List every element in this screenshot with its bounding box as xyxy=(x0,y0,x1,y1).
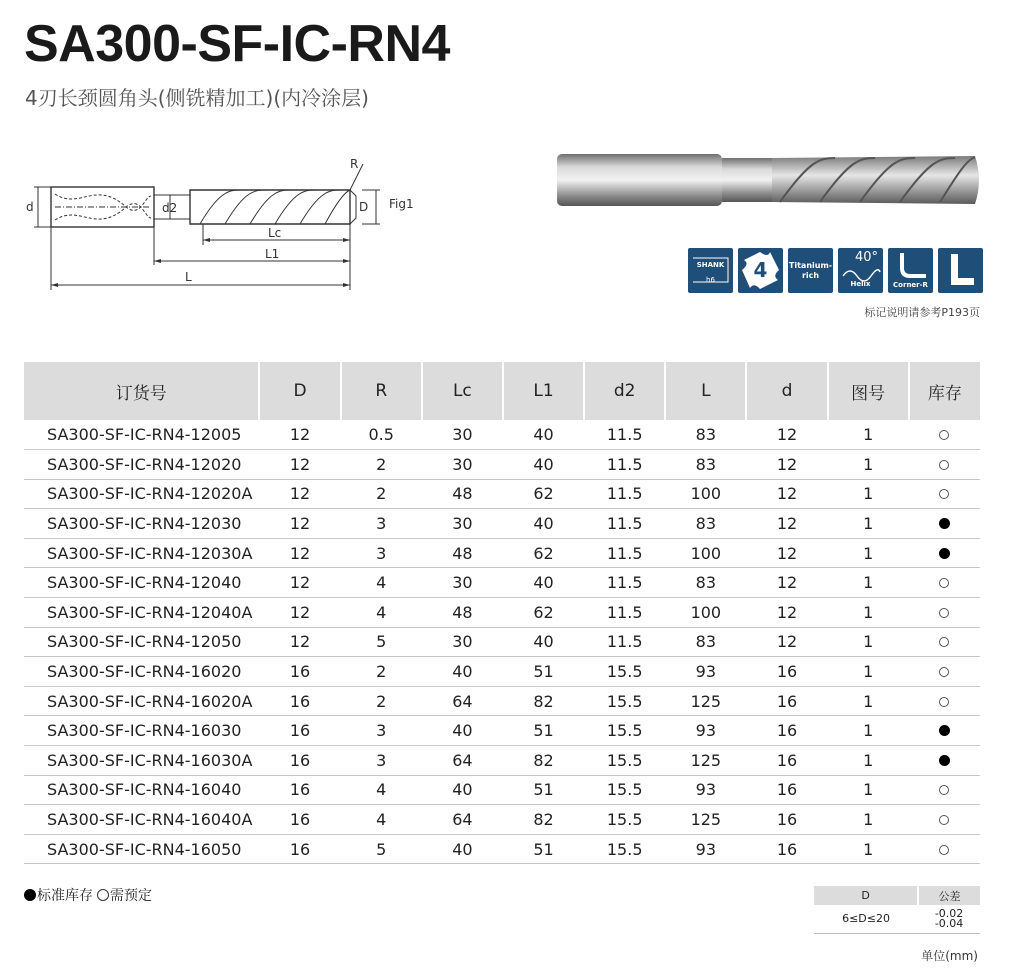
table-cell: 48 xyxy=(422,479,503,509)
in-stock-icon xyxy=(939,755,950,766)
table-cell: 16 xyxy=(746,805,827,835)
order-number-cell: SA300-SF-IC-RN4-16020 xyxy=(24,657,259,687)
order-required-icon xyxy=(939,608,949,618)
order-number-cell: SA300-SF-IC-RN4-16030A xyxy=(24,746,259,776)
in-stock-icon xyxy=(939,725,950,736)
made-to-order-label: 需预定 xyxy=(110,888,152,904)
table-cell xyxy=(909,627,980,657)
table-row xyxy=(24,686,980,716)
table-cell: 125 xyxy=(665,686,746,716)
order-required-icon xyxy=(939,430,949,440)
titanium-rich-icon xyxy=(788,248,833,293)
table-cell xyxy=(909,568,980,598)
order-number-cell: SA300-SF-IC-RN4-16040A xyxy=(24,805,259,835)
table-cell xyxy=(909,775,980,805)
table-row xyxy=(24,420,980,450)
order-required-icon xyxy=(939,785,949,795)
table-cell: 11.5 xyxy=(584,479,665,509)
table-cell: 40 xyxy=(503,509,584,539)
dim-L-label: L xyxy=(185,270,192,284)
order-number-cell: SA300-SF-IC-RN4-16020A xyxy=(24,686,259,716)
order-number-cell: SA300-SF-IC-RN4-12020 xyxy=(24,450,259,480)
table-cell: 48 xyxy=(422,538,503,568)
col-order-number: 订货号 xyxy=(24,362,259,420)
table-row xyxy=(24,627,980,657)
table-row xyxy=(24,657,980,687)
symbol-reference-note: 标记说明请参考P193页 xyxy=(864,306,980,319)
end-mill-photo xyxy=(555,150,983,210)
table-cell: 16 xyxy=(259,834,340,864)
table-cell: 12 xyxy=(746,420,827,450)
table-row xyxy=(24,805,980,835)
figure-label: Fig1 xyxy=(389,197,414,211)
table-cell: 12 xyxy=(259,420,340,450)
table-cell xyxy=(909,657,980,687)
table-cell: 64 xyxy=(422,686,503,716)
table-cell: 1 xyxy=(828,746,909,776)
table-cell: 1 xyxy=(828,568,909,598)
table-cell: 40 xyxy=(503,568,584,598)
shank-h6-icon xyxy=(688,248,733,293)
table-cell: 16 xyxy=(259,686,340,716)
table-cell: 11.5 xyxy=(584,538,665,568)
table-cell: 93 xyxy=(665,716,746,746)
order-number-cell: SA300-SF-IC-RN4-12005 xyxy=(24,420,259,450)
table-cell: 64 xyxy=(422,746,503,776)
table-cell xyxy=(909,834,980,864)
table-cell: 62 xyxy=(503,598,584,628)
table-cell: 40 xyxy=(422,716,503,746)
table-cell: 1 xyxy=(828,479,909,509)
table-cell: 1 xyxy=(828,538,909,568)
table-cell: 12 xyxy=(259,450,340,480)
shank-label: SHANK xyxy=(696,261,725,269)
order-number-cell: SA300-SF-IC-RN4-16050 xyxy=(24,834,259,864)
table-cell: 1 xyxy=(828,598,909,628)
table-cell: 1 xyxy=(828,686,909,716)
table-row xyxy=(24,538,980,568)
table-cell: 4 xyxy=(341,568,422,598)
table-cell: 15.5 xyxy=(584,834,665,864)
table-cell: 1 xyxy=(828,834,909,864)
table-cell: 30 xyxy=(422,568,503,598)
table-cell: 11.5 xyxy=(584,420,665,450)
order-required-icon xyxy=(939,815,949,825)
col-D: D xyxy=(259,362,340,420)
table-cell: 100 xyxy=(665,479,746,509)
table-cell: 51 xyxy=(503,775,584,805)
table-cell: 2 xyxy=(341,657,422,687)
order-required-icon xyxy=(939,460,949,470)
tol-upper: -0.02 xyxy=(934,906,964,920)
table-cell xyxy=(909,746,980,776)
table-cell: 83 xyxy=(665,568,746,598)
table-cell xyxy=(909,509,980,539)
table-cell: 12 xyxy=(746,538,827,568)
table-cell: 30 xyxy=(422,420,503,450)
col-figure-no: 图号 xyxy=(828,362,909,420)
table-header-row xyxy=(24,362,980,420)
table-cell: 1 xyxy=(828,716,909,746)
tol-lower: -0.04 xyxy=(934,916,964,930)
table-cell: 16 xyxy=(259,657,340,687)
table-row xyxy=(24,746,980,776)
table-cell: 16 xyxy=(746,716,827,746)
unit-note: 单位(mm) xyxy=(921,949,978,963)
in-stock-icon xyxy=(939,548,950,559)
table-cell xyxy=(909,479,980,509)
table-cell: 11.5 xyxy=(584,450,665,480)
table-cell: 12 xyxy=(746,627,827,657)
col-R: R xyxy=(341,362,422,420)
table-cell: 1 xyxy=(828,420,909,450)
order-number-cell: SA300-SF-IC-RN4-12040A xyxy=(24,598,259,628)
table-cell xyxy=(909,450,980,480)
table-cell: 2 xyxy=(341,686,422,716)
col-Lc: Lc xyxy=(422,362,503,420)
table-cell: 1 xyxy=(828,509,909,539)
table-cell: 11.5 xyxy=(584,568,665,598)
table-cell: 82 xyxy=(503,746,584,776)
table-cell: 82 xyxy=(503,686,584,716)
dim-D-label: D xyxy=(359,200,369,214)
table-cell: 16 xyxy=(259,746,340,776)
table-cell: 83 xyxy=(665,420,746,450)
table-cell: 2 xyxy=(341,479,422,509)
table-cell xyxy=(909,686,980,716)
table-cell: 1 xyxy=(828,627,909,657)
table-cell: 1 xyxy=(828,775,909,805)
table-cell: 15.5 xyxy=(584,746,665,776)
feature-badges xyxy=(688,248,983,293)
helix-angle: 40° xyxy=(854,250,879,265)
table-cell: 2 xyxy=(341,450,422,480)
table-cell: 30 xyxy=(422,627,503,657)
table-cell: 51 xyxy=(503,716,584,746)
table-cell: 12 xyxy=(259,509,340,539)
table-cell: 1 xyxy=(828,450,909,480)
table-cell: 12 xyxy=(746,598,827,628)
table-cell: 125 xyxy=(665,805,746,835)
order-number-cell: SA300-SF-IC-RN4-12030 xyxy=(24,509,259,539)
table-cell: 40 xyxy=(422,657,503,687)
table-cell: 51 xyxy=(503,834,584,864)
order-required-icon xyxy=(939,845,949,855)
table-row xyxy=(24,568,980,598)
in-stock-icon xyxy=(939,518,950,529)
col-d: d xyxy=(746,362,827,420)
tol-value xyxy=(918,905,980,933)
product-subtitle: 4刃长颈圆角头(侧铣精加工)(内冷涂层) xyxy=(25,86,369,110)
table-cell: 3 xyxy=(341,509,422,539)
table-cell: 15.5 xyxy=(584,686,665,716)
table-cell: 4 xyxy=(341,805,422,835)
order-number-cell: SA300-SF-IC-RN4-12030A xyxy=(24,538,259,568)
table-cell xyxy=(909,805,980,835)
table-cell: 15.5 xyxy=(584,805,665,835)
tolerance-table xyxy=(814,886,980,934)
table-cell: 51 xyxy=(503,657,584,687)
table-cell: 93 xyxy=(665,657,746,687)
table-cell: 12 xyxy=(259,568,340,598)
table-cell: 5 xyxy=(341,627,422,657)
table-row xyxy=(24,450,980,480)
table-cell: 11.5 xyxy=(584,509,665,539)
table-cell: 0.5 xyxy=(341,420,422,450)
table-cell: 5 xyxy=(341,834,422,864)
table-cell: 4 xyxy=(341,775,422,805)
table-cell: 16 xyxy=(259,716,340,746)
table-cell: 4 xyxy=(341,598,422,628)
table-cell: 93 xyxy=(665,775,746,805)
standard-stock-label: 标准库存 xyxy=(37,888,93,904)
tol-range: 6≤D≤20 xyxy=(814,905,918,933)
order-number-cell: SA300-SF-IC-RN4-16040 xyxy=(24,775,259,805)
tol-col-tolerance: 公差 xyxy=(918,886,980,905)
dim-d2-label: d2 xyxy=(162,201,178,215)
table-cell: 82 xyxy=(503,805,584,835)
table-cell: 16 xyxy=(746,657,827,687)
table-row xyxy=(24,479,980,509)
table-cell: 12 xyxy=(259,479,340,509)
order-required-icon xyxy=(939,489,949,499)
table-cell: 3 xyxy=(341,746,422,776)
specification-table xyxy=(24,362,980,864)
table-cell: 15.5 xyxy=(584,775,665,805)
table-cell: 15.5 xyxy=(584,657,665,687)
table-cell: 40 xyxy=(503,450,584,480)
table-cell: 12 xyxy=(746,479,827,509)
table-row xyxy=(24,775,980,805)
order-number-cell: SA300-SF-IC-RN4-12050 xyxy=(24,627,259,657)
table-cell: 1 xyxy=(828,657,909,687)
table-cell: 1 xyxy=(828,805,909,835)
table-row xyxy=(24,598,980,628)
table-cell: 48 xyxy=(422,598,503,628)
table-cell: 83 xyxy=(665,627,746,657)
table-cell: 40 xyxy=(422,775,503,805)
table-cell: 62 xyxy=(503,538,584,568)
table-cell: 15.5 xyxy=(584,716,665,746)
table-cell: 40 xyxy=(503,420,584,450)
corner-r-icon xyxy=(888,248,933,293)
col-stock: 库存 xyxy=(909,362,980,420)
corner-r-label: Corner-R xyxy=(893,281,928,289)
order-number-cell: SA300-SF-IC-RN4-12040 xyxy=(24,568,259,598)
table-cell: 83 xyxy=(665,450,746,480)
dim-Lc-label: Lc xyxy=(268,226,282,240)
col-L: L xyxy=(665,362,746,420)
titanium-line2: rich xyxy=(801,271,820,280)
helix-label: Helix xyxy=(850,280,871,288)
table-cell: 40 xyxy=(422,834,503,864)
table-cell: 16 xyxy=(746,775,827,805)
table-cell: 93 xyxy=(665,834,746,864)
col-d2: d2 xyxy=(584,362,665,420)
tool-dimension-drawing xyxy=(20,150,420,290)
order-required-icon xyxy=(939,667,949,677)
table-cell: 16 xyxy=(259,775,340,805)
table-cell: 30 xyxy=(422,509,503,539)
product-title: SA300-SF-IC-RN4 xyxy=(24,15,450,73)
table-cell: 11.5 xyxy=(584,598,665,628)
order-number-cell: SA300-SF-IC-RN4-12020A xyxy=(24,479,259,509)
order-required-icon xyxy=(939,637,949,647)
table-cell: 12 xyxy=(746,568,827,598)
table-cell: 62 xyxy=(503,479,584,509)
table-cell: 30 xyxy=(422,450,503,480)
table-cell: 12 xyxy=(746,450,827,480)
table-cell: 83 xyxy=(665,509,746,539)
dim-d-label: d xyxy=(26,200,34,214)
table-cell xyxy=(909,420,980,450)
table-row xyxy=(24,834,980,864)
table-row xyxy=(24,509,980,539)
table-cell: 3 xyxy=(341,716,422,746)
table-cell: 12 xyxy=(259,538,340,568)
table-cell: 64 xyxy=(422,805,503,835)
flute-count: 4 xyxy=(753,258,768,282)
tol-col-D: D xyxy=(814,886,918,905)
col-L1: L1 xyxy=(503,362,584,420)
table-cell xyxy=(909,598,980,628)
helix-40-icon xyxy=(838,248,883,293)
table-cell: 12 xyxy=(259,627,340,657)
table-cell: 12 xyxy=(746,509,827,539)
table-cell: 100 xyxy=(665,538,746,568)
table-row xyxy=(24,716,980,746)
table-cell: 16 xyxy=(746,746,827,776)
table-cell xyxy=(909,716,980,746)
table-cell: 3 xyxy=(341,538,422,568)
table-cell: 16 xyxy=(746,834,827,864)
standard-stock-symbol xyxy=(24,889,36,901)
stock-legend xyxy=(24,885,152,905)
table-cell: 100 xyxy=(665,598,746,628)
table-cell: 125 xyxy=(665,746,746,776)
table-cell: 12 xyxy=(259,598,340,628)
order-required-icon xyxy=(939,697,949,707)
table-cell: 16 xyxy=(259,805,340,835)
dim-R-label: R xyxy=(350,157,359,171)
order-number-cell: SA300-SF-IC-RN4-16030 xyxy=(24,716,259,746)
table-cell: 40 xyxy=(503,627,584,657)
table-cell xyxy=(909,538,980,568)
table-cell: 16 xyxy=(746,686,827,716)
titanium-line1: Titanium- xyxy=(788,261,833,270)
long-neck-icon xyxy=(938,248,983,293)
shank-h6-label: h6 xyxy=(706,276,715,284)
made-to-order-symbol xyxy=(97,889,109,901)
order-required-icon xyxy=(939,578,949,588)
four-flute-icon xyxy=(738,248,783,293)
dim-L1-label: L1 xyxy=(265,247,280,261)
table-cell: 11.5 xyxy=(584,627,665,657)
